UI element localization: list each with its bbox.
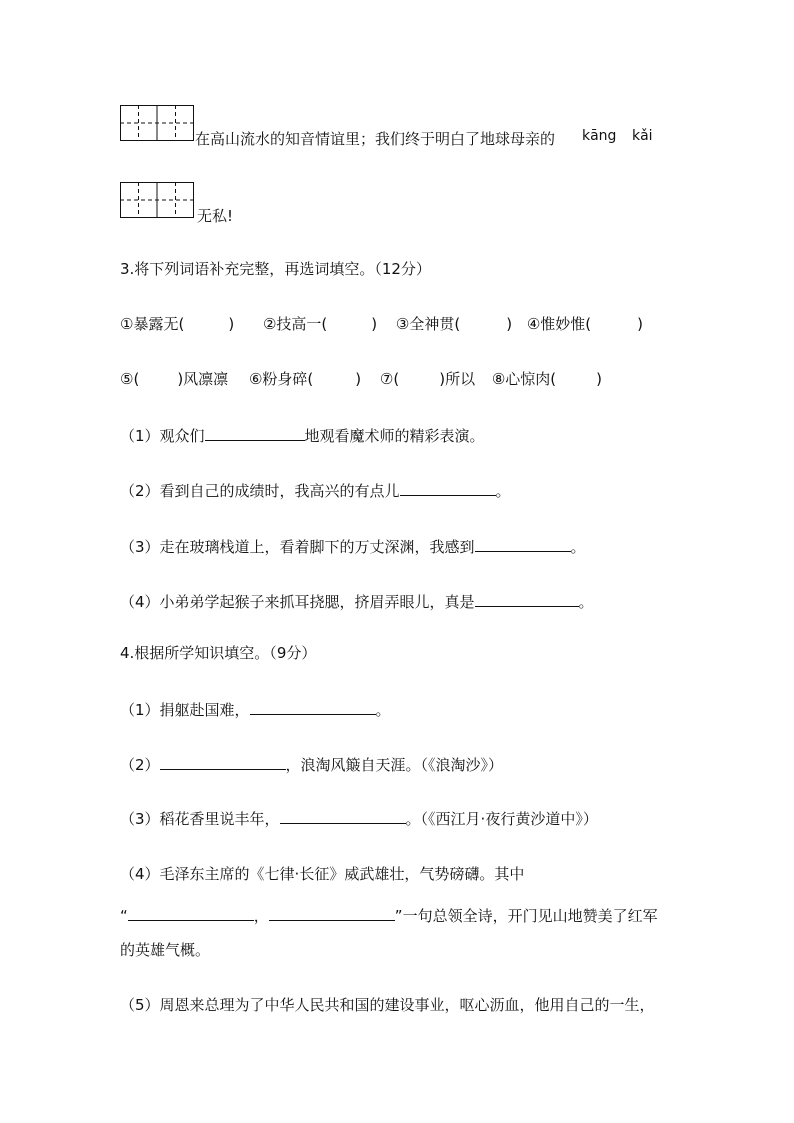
q4-heading: 4.根据所学知识填空。（9分）: [120, 644, 317, 662]
answer-blank[interactable]: [475, 536, 571, 552]
idiom-5[interactable]: ⑤( )风凛凛: [120, 370, 229, 388]
q2-line2: [197, 206, 233, 226]
q4-item-4-line-3: 的英雄气概。: [120, 941, 211, 959]
q4-item-1: （1）捐躯赴国难， 。: [120, 701, 391, 719]
answer-blank[interactable]: [250, 699, 376, 715]
answer-blank[interactable]: [128, 905, 254, 921]
pinyin-kang: kāng: [582, 128, 617, 144]
q3-idiom-row-2: [120, 369, 602, 389]
idiom-2[interactable]: ②技高一( ): [262, 315, 378, 333]
q2-line1: [195, 129, 555, 149]
q3-idiom-row-1: [120, 314, 643, 334]
idiom-6[interactable]: ⑥粉身碎( ): [248, 370, 362, 388]
q4-item-2: （2） ，浪淘风簸自天涯。（《浪淘沙》）: [120, 756, 504, 774]
q3-item-4: （4）小弟弟学起猴子来抓耳挠腮，挤眉弄眼儿，真是 。: [120, 593, 594, 611]
pinyin-kai: kǎi: [632, 128, 653, 144]
answer-blank[interactable]: [205, 425, 305, 441]
answer-blank[interactable]: [280, 808, 406, 824]
answer-blank[interactable]: [269, 905, 395, 921]
answer-blank[interactable]: [475, 591, 579, 607]
answer-blank[interactable]: [160, 754, 286, 770]
q4-item-4-line-2: “ ， ”一句总领全诗，开门见山地赞美了红军: [120, 907, 658, 925]
idiom-8[interactable]: ⑧心惊肉( ): [491, 370, 603, 388]
q3-heading: 3.将下列词语补充完整，再选词填空。（12分）: [120, 260, 431, 278]
q4-item-5-line-1: （5）周恩来总理为了中华人民共和国的建设事业，呕心沥血，他用自己的一生，: [120, 996, 655, 1014]
q3-item-3: （3）走在玻璃栈道上，看着脚下的万丈深渊，我感到 。: [120, 538, 586, 556]
q2-line1-text: 在高山流水的知音情谊里；我们终于明白了地球母亲的: [195, 130, 556, 148]
q3-item-2: （2）看到自己的成绩时，我高兴的有点儿 。: [120, 482, 511, 500]
character-grid-1[interactable]: [120, 105, 194, 141]
character-grid-2[interactable]: [120, 182, 194, 218]
answer-blank[interactable]: [400, 480, 496, 496]
idiom-3[interactable]: ③全神贯( ): [395, 315, 513, 333]
q4-item-4-line-1: （4）毛泽东主席的《七律·长征》威武雄壮，气势磅礴。其中: [120, 865, 525, 883]
idiom-1[interactable]: ①暴露无( ): [120, 315, 235, 333]
idiom-7[interactable]: ⑦( )所以: [379, 370, 476, 388]
idiom-4[interactable]: ④惟妙惟( ): [526, 315, 644, 333]
q4-item-3: （3）稻花香里说丰年， 。（《西江月·夜行黄沙道中》）: [120, 810, 598, 828]
q3-item-1: （1）观众们 地观看魔术师的精彩表演。: [120, 427, 485, 445]
q2-line2-text: 无私!: [197, 207, 234, 225]
